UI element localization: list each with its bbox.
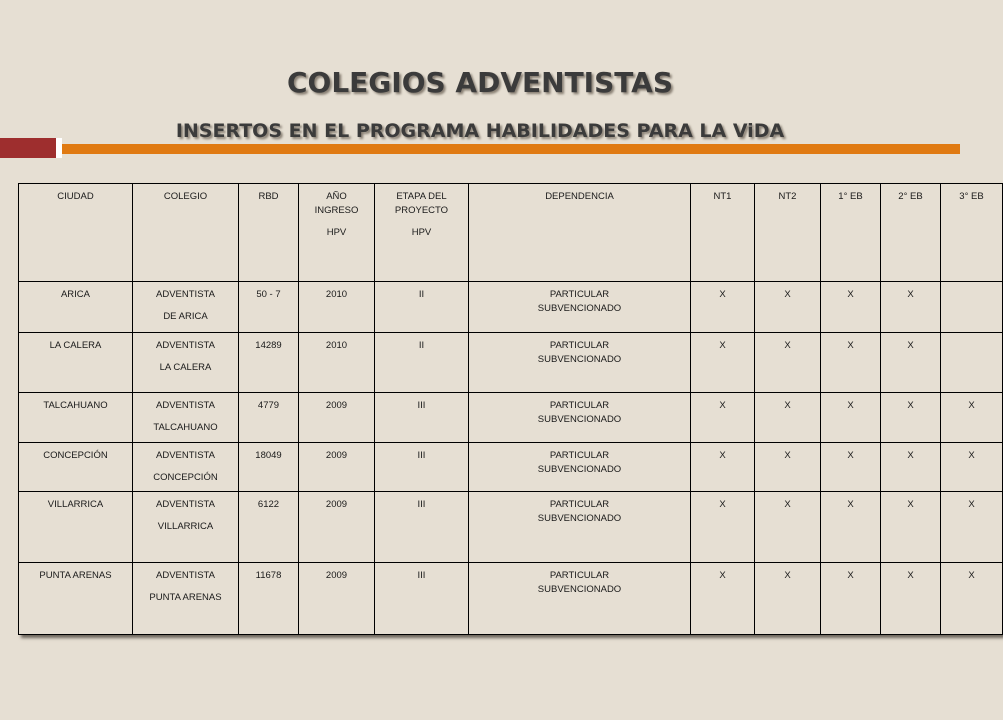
cell-colegio: [133, 563, 239, 635]
cell-colegio-line1: ADVENTISTA: [156, 289, 215, 300]
cell-ciudad: ARICA: [19, 282, 133, 333]
cell-2-eb: X: [881, 492, 941, 563]
cell-rbd: 4779: [239, 393, 299, 443]
cell-ciudad: TALCAHUANO: [19, 393, 133, 443]
header-etapa-line2: PROYECTO: [394, 205, 449, 216]
cell-anio: 2009: [299, 443, 375, 492]
cell-nt1: X: [691, 492, 755, 563]
cell-rbd: 6122: [239, 492, 299, 563]
cell-dependencia: [469, 563, 691, 635]
table-row: [19, 492, 1003, 563]
cell-etapa: III: [375, 563, 469, 635]
cell-anio: 2009: [299, 563, 375, 635]
table-row: [19, 282, 1003, 333]
cell-dependencia: [469, 492, 691, 563]
cell-2-eb: X: [881, 333, 941, 393]
cell-nt2: X: [755, 563, 821, 635]
header-anio-line1: AÑO: [326, 191, 347, 202]
cell-colegio-line2: LA CALERA: [159, 362, 212, 373]
cell-3-eb: X: [941, 563, 1003, 635]
cell-anio: 2009: [299, 393, 375, 443]
cell-colegio-line1: ADVENTISTA: [156, 400, 215, 411]
header-dependencia: DEPENDENCIA: [469, 184, 691, 282]
cell-3-eb: X: [941, 443, 1003, 492]
cell-nt2: X: [755, 282, 821, 333]
cell-colegio: [133, 282, 239, 333]
header-etapa-proyecto: [375, 184, 469, 282]
cell-1-eb: X: [821, 282, 881, 333]
cell-dependencia-line2: SUBVENCIONADO: [537, 414, 622, 425]
cell-rbd: 11678: [239, 563, 299, 635]
header-colegio: COLEGIO: [133, 184, 239, 282]
cell-2-eb: X: [881, 282, 941, 333]
cell-ciudad: PUNTA ARENAS: [19, 563, 133, 635]
cell-etapa: II: [375, 333, 469, 393]
cell-ciudad: VILLARRICA: [19, 492, 133, 563]
cell-nt2: X: [755, 492, 821, 563]
cell-etapa: III: [375, 393, 469, 443]
header-nt1: NT1: [691, 184, 755, 282]
cell-colegio-line1: ADVENTISTA: [156, 570, 215, 581]
cell-rbd: 18049: [239, 443, 299, 492]
cell-2-eb: X: [881, 393, 941, 443]
cell-3-eb: [941, 282, 1003, 333]
cell-nt1: X: [691, 443, 755, 492]
cell-1-eb: X: [821, 563, 881, 635]
cell-anio: 2009: [299, 492, 375, 563]
cell-ciudad: LA CALERA: [19, 333, 133, 393]
cell-dependencia: [469, 443, 691, 492]
cell-1-eb: X: [821, 393, 881, 443]
cell-colegio-line2: PUNTA ARENAS: [149, 592, 222, 603]
cell-dependencia: [469, 282, 691, 333]
cell-colegio-line2: CONCEPCIÓN: [153, 472, 218, 483]
table-row: [19, 333, 1003, 393]
cell-nt2: X: [755, 393, 821, 443]
cell-colegio-line1: ADVENTISTA: [156, 450, 215, 461]
cell-dependencia: [469, 393, 691, 443]
accent-bar-orange: [62, 144, 960, 154]
slide-title: COLEGIOS ADVENTISTAS: [286, 66, 674, 99]
slide-subtitle: INSERTOS EN EL PROGRAMA HABILIDADES PARA LA ViDA: [175, 120, 785, 142]
cell-3-eb: [941, 333, 1003, 393]
cell-colegio: [133, 443, 239, 492]
cell-dependencia-line1: PARTICULAR: [549, 400, 610, 411]
cell-colegio-line1: ADVENTISTA: [156, 340, 215, 351]
header-1-eb: 1° EB: [821, 184, 881, 282]
cell-colegio: [133, 333, 239, 393]
cell-colegio-line2: VILLARRICA: [157, 521, 214, 532]
cell-nt2: X: [755, 333, 821, 393]
cell-nt1: X: [691, 393, 755, 443]
header-anio-line3: HPV: [326, 227, 347, 238]
cell-1-eb: X: [821, 443, 881, 492]
cell-anio: 2010: [299, 282, 375, 333]
cell-3-eb: X: [941, 393, 1003, 443]
table-row: [19, 443, 1003, 492]
cell-colegio: [133, 393, 239, 443]
cell-etapa: III: [375, 492, 469, 563]
cell-nt2: X: [755, 443, 821, 492]
cell-ciudad: CONCEPCIÓN: [19, 443, 133, 492]
header-etapa-line1: ETAPA DEL: [396, 191, 447, 202]
cell-rbd: 50 - 7: [239, 282, 299, 333]
cell-nt1: X: [691, 563, 755, 635]
cell-dependencia-line2: SUBVENCIONADO: [537, 303, 622, 314]
accent-bar-red: [0, 138, 56, 158]
table-row: [19, 563, 1003, 635]
cell-dependencia-line2: SUBVENCIONADO: [537, 584, 622, 595]
header-2-eb: 2° EB: [881, 184, 941, 282]
cell-colegio-line2: DE ARICA: [163, 311, 208, 322]
cell-colegio: [133, 492, 239, 563]
cell-2-eb: X: [881, 563, 941, 635]
cell-2-eb: X: [881, 443, 941, 492]
cell-1-eb: X: [821, 492, 881, 563]
cell-nt1: X: [691, 333, 755, 393]
cell-dependencia-line1: PARTICULAR: [549, 340, 610, 351]
table-row: [19, 393, 1003, 443]
cell-colegio-line1: ADVENTISTA: [156, 499, 215, 510]
header-3-eb: 3° EB: [941, 184, 1003, 282]
header-etapa-line3: HPV: [411, 227, 432, 238]
cell-etapa: III: [375, 443, 469, 492]
cell-dependencia-line2: SUBVENCIONADO: [537, 513, 622, 524]
cell-dependencia-line1: PARTICULAR: [549, 570, 610, 581]
schools-table: [18, 183, 1003, 635]
cell-dependencia-line2: SUBVENCIONADO: [537, 354, 622, 365]
header-ciudad: CIUDAD: [19, 184, 133, 282]
header-anio-ingreso: [299, 184, 375, 282]
cell-dependencia-line2: SUBVENCIONADO: [537, 464, 622, 475]
header-nt2: NT2: [755, 184, 821, 282]
cell-dependencia-line1: PARTICULAR: [549, 499, 610, 510]
cell-rbd: 14289: [239, 333, 299, 393]
header-row: [19, 184, 1003, 282]
cell-colegio-line2: TALCAHUANO: [153, 422, 218, 433]
cell-nt1: X: [691, 282, 755, 333]
cell-3-eb: X: [941, 492, 1003, 563]
cell-dependencia-line1: PARTICULAR: [549, 450, 610, 461]
cell-1-eb: X: [821, 333, 881, 393]
cell-etapa: II: [375, 282, 469, 333]
cell-anio: 2010: [299, 333, 375, 393]
cell-dependencia-line1: PARTICULAR: [549, 289, 610, 300]
header-anio-line2: INGRESO: [314, 205, 359, 216]
header-rbd: RBD: [239, 184, 299, 282]
cell-dependencia: [469, 333, 691, 393]
